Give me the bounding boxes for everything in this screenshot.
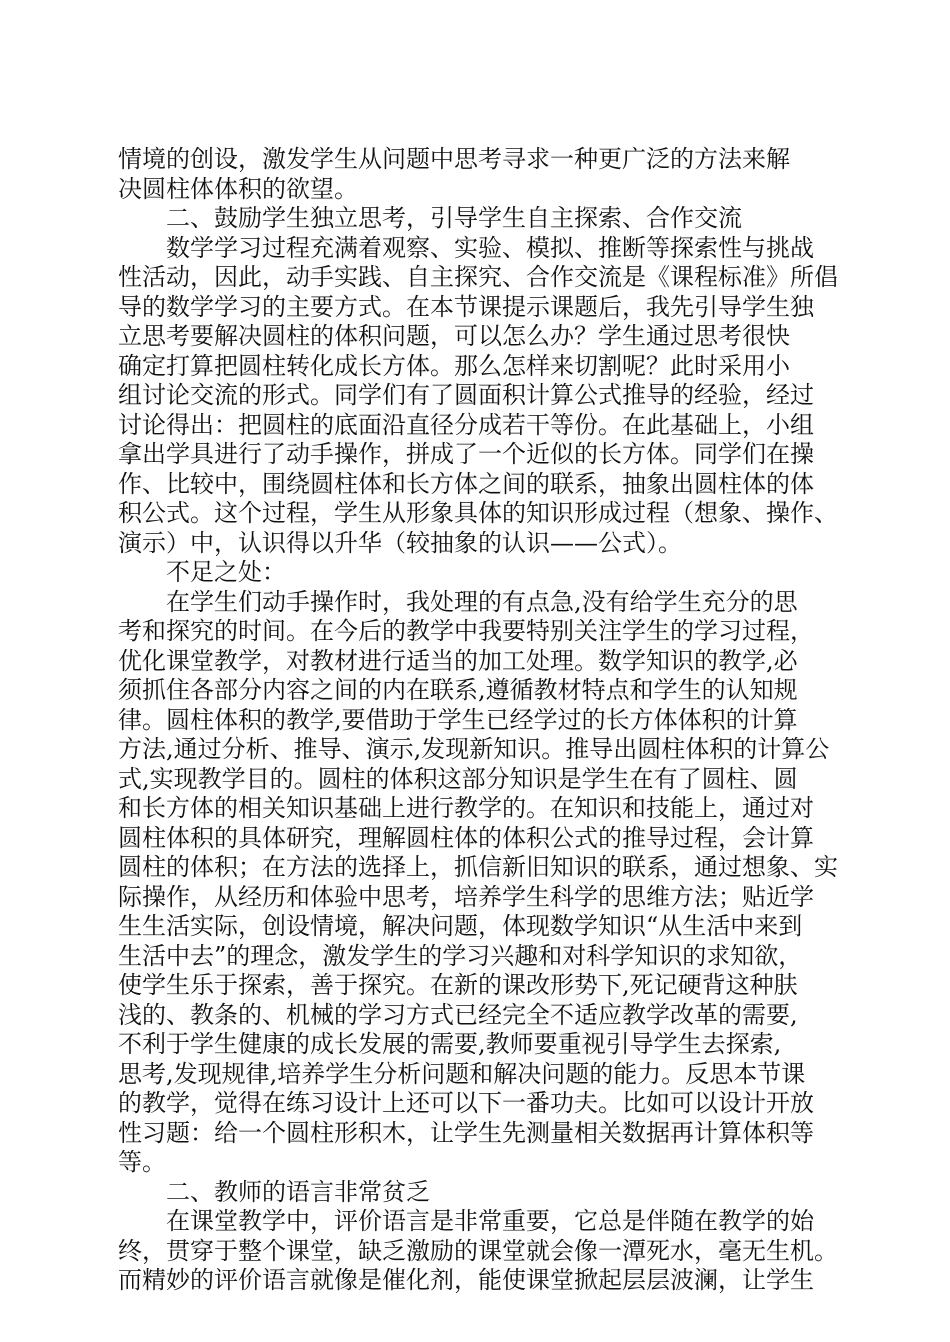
text-line: 二、教师的语言非常贫乏	[118, 1177, 430, 1206]
text-line: 终，贯穿于整个课堂，缺乏激励的课堂就会像一潭死水，毫无生机。	[118, 1236, 838, 1265]
text-line: 考和探究的时间。在今后的教学中我要特别关注学生的学习过程，	[118, 617, 814, 645]
text-line: 式,实现教学目的。圆柱的体积这部分知识是学生在有了圆柱、圆	[118, 764, 798, 793]
text-line: 决圆柱体体积的欲望。	[118, 174, 358, 203]
text-line: 和长方体的相关知识基础上进行教学的。在知识和技能上，通过对	[118, 794, 814, 822]
text-line: 不利于学生健康的成长发展的需要,教师要重视引导学生去探索,	[118, 1030, 782, 1058]
text-line: 优化课堂教学，对教材进行适当的加工处理。数学知识的教学,必	[118, 646, 798, 675]
text-line: 不足之处：	[118, 558, 286, 586]
text-line: 在学生们动手操作时，我处理的有点急,没有给学生充分的思	[118, 587, 798, 616]
text-line: 的教学，觉得在练习设计上还可以下一番功夫。比如可以设计开放	[118, 1089, 814, 1117]
text-line: 情境的创设，激发学生从问题中思考寻求一种更广泛的方法来解	[118, 145, 790, 173]
text-line: 导的数学学习的主要方式。在本节课提示课题后，我先引导学生独	[118, 292, 814, 321]
text-line: 组讨论交流的形式。同学们有了圆面积计算公式推导的经验，经过	[118, 381, 814, 409]
text-line: 立思考要解决圆柱的体积问题，可以怎么办？学生通过思考很快	[118, 322, 790, 350]
text-line: 须抓住各部分内容之间的内在联系,遵循教材特点和学生的认知规	[118, 676, 798, 704]
text-line: 作、比较中，围绕圆柱体和长方体之间的联系，抽象出圆柱体的体	[118, 469, 814, 498]
text-line: 使学生乐于探索，善于探究。在新的课改形势下,死记硬背这种肤	[118, 971, 798, 999]
text-line: 数学学习过程充满着观察、实验、模拟、推断等探索性与挑战	[118, 233, 814, 262]
text-line: 圆柱体积的具体研究，理解圆柱体的体积公式的推导过程，会计算	[118, 823, 814, 852]
text-line: 确定打算把圆柱转化成长方体。那么怎样来切割呢？此时采用小	[118, 351, 790, 380]
text-line: 讨论得出：把圆柱的底面沿直径分成若干等份。在此基础上，小组	[118, 410, 814, 439]
text-line: 等。	[118, 1148, 166, 1176]
text-line: 在课堂教学中，评价语言是非常重要，它总是伴随在教学的始	[118, 1207, 814, 1235]
text-line: 际操作，从经历和体验中思考，培养学生科学的思维方法；贴近学	[118, 882, 814, 911]
text-line: 而精妙的评价语言就像是催化剂，能使课堂掀起层层波澜，让学生	[118, 1266, 814, 1294]
text-line: 圆柱的体积；在方法的选择上，抓信新旧知识的联系，通过想象、实	[118, 853, 838, 881]
text-line: 演示）中，认识得以升华（较抽象的认识——公式）。	[118, 528, 682, 557]
text-line: 思考,发现规律,培养学生分析问题和解决问题的能力。反思本节课	[118, 1059, 806, 1088]
text-line: 二、鼓励学生独立思考，引导学生自主探索、合作交流	[118, 204, 742, 232]
text-line: 生活中去”的理念，激发学生的学习兴趣和对科学知识的求知欲，	[118, 941, 803, 970]
text-line: 方法,通过分析、推导、演示,发现新知识。推导出圆柱体积的计算公	[118, 735, 830, 763]
text-line: 性习题：给一个圆柱形积木，让学生先测量相关数据再计算体积等	[118, 1118, 814, 1147]
text-line: 浅的、教条的、机械的学习方式已经完全不适应教学改革的需要,	[118, 1000, 798, 1029]
text-line: 积公式。这个过程，学生从形象具体的知识形成过程（想象、操作、	[118, 499, 838, 527]
text-line: 拿出学具进行了动手操作，拼成了一个近似的长方体。同学们在操	[118, 440, 814, 468]
document-body	[118, 145, 858, 1296]
text-line: 律。圆柱体积的教学,要借助于学生已经学过的长方体体积的计算	[118, 705, 798, 734]
text-line: 生生活实际，创设情境，解决问题，体现数学知识“从生活中来到	[118, 912, 803, 940]
text-line: 性活动，因此，动手实践、自主探究、合作交流是《课程标准》所倡	[118, 263, 838, 291]
